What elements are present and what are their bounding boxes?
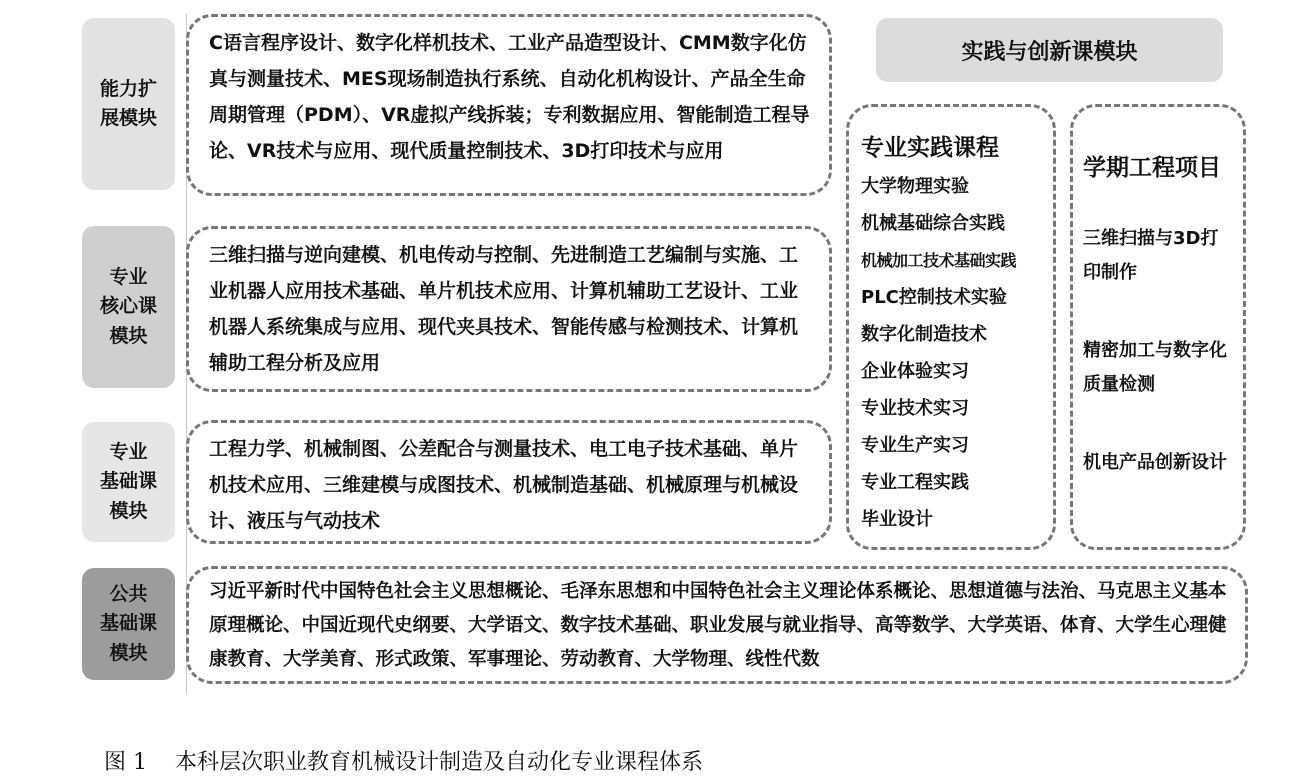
- figure-caption: [90, 720, 703, 776]
- project-item: 三维扫描与3D打印制作: [1083, 228, 1219, 283]
- practice-item: 机械基础综合实践: [861, 213, 1005, 234]
- module-content-extension: [186, 14, 832, 196]
- professional-practice-box: [846, 104, 1056, 550]
- module-content-text: 三维扫描与逆向建模、机电传动与控制、先进制造工艺编制与实施、工业机器人应用技术基础、单片机技术应用、计算机辅助工艺设计、工业机器人系统集成与应用、现代夹具技术、智能传感与检测技术、计算机辅助工程分析及应用: [209, 244, 799, 374]
- practice-item: 专业技术实习: [861, 398, 969, 419]
- figure-caption-text: 图 1 本科层次职业教育机械设计制造及自动化专业课程体系: [104, 750, 703, 775]
- practice-item: PLC控制技术实验: [861, 287, 1007, 308]
- practice-module-header: [876, 18, 1223, 82]
- semester-project-title: 学期工程项目: [1083, 155, 1221, 181]
- practice-header-text: 实践与创新课模块: [961, 39, 1138, 65]
- module-label-extension: [82, 18, 175, 190]
- module-label-text: 能力扩 展模块: [99, 77, 157, 129]
- module-label-text: 专业 核心课 模块: [99, 265, 157, 347]
- module-label-public: [82, 568, 175, 680]
- practice-item: 毕业设计: [861, 509, 933, 530]
- module-content-text: 习近平新时代中国特色社会主义思想概论、毛泽东思想和中国特色社会主义理论体系概论、思想道德与法治、马克思主义基本原理概论、中国近现代史纲要、大学语文、数字技术基础、职业发展与就业指导、高等数学、大学英语、体育、大学生心理健康教育、大学美育、形式政策、军事理论、劳动教育、大学物理、线性代数: [209, 581, 1227, 670]
- practice-item: 专业工程实践: [861, 472, 969, 493]
- module-content-text: C语言程序设计、数字化样机技术、工业产品造型设计、CMM数字化仿真与测量技术、MES现场制造执行系统、自动化机构设计、产品全生命周期管理（PDM）、VR虚拟产线拆装；专利数据应用、智能制造工程导论、VR技术与应用、现代质量控制技术、3D打印技术与应用: [209, 32, 810, 162]
- module-content-public: [186, 566, 1248, 684]
- practice-item: 机械加工技术基础实践: [861, 251, 1017, 270]
- module-label-text: 公共 基础课 模块: [99, 582, 157, 664]
- practice-item: 数字化制造技术: [861, 324, 987, 345]
- practice-item: 企业体验实习: [861, 361, 969, 382]
- module-content-core: [186, 226, 832, 392]
- module-label-text: 专业 基础课 模块: [99, 440, 157, 522]
- professional-practice-title: 专业实践课程: [861, 135, 999, 161]
- module-content-text: 工程力学、机械制图、公差配合与测量技术、电工电子技术基础、单片机技术应用、三维建模与成图技术、机械制造基础、机械原理与机械设计、液压与气动技术: [209, 438, 799, 532]
- project-item: 精密加工与数字化质量检测: [1083, 340, 1227, 395]
- module-label-core: [82, 226, 175, 388]
- practice-item: 大学物理实验: [861, 176, 969, 197]
- practice-item: 专业生产实习: [861, 435, 969, 456]
- module-content-foundation: [186, 420, 832, 544]
- semester-project-box: [1070, 104, 1246, 550]
- project-item: 机电产品创新设计: [1083, 452, 1227, 473]
- module-label-foundation: [82, 422, 175, 542]
